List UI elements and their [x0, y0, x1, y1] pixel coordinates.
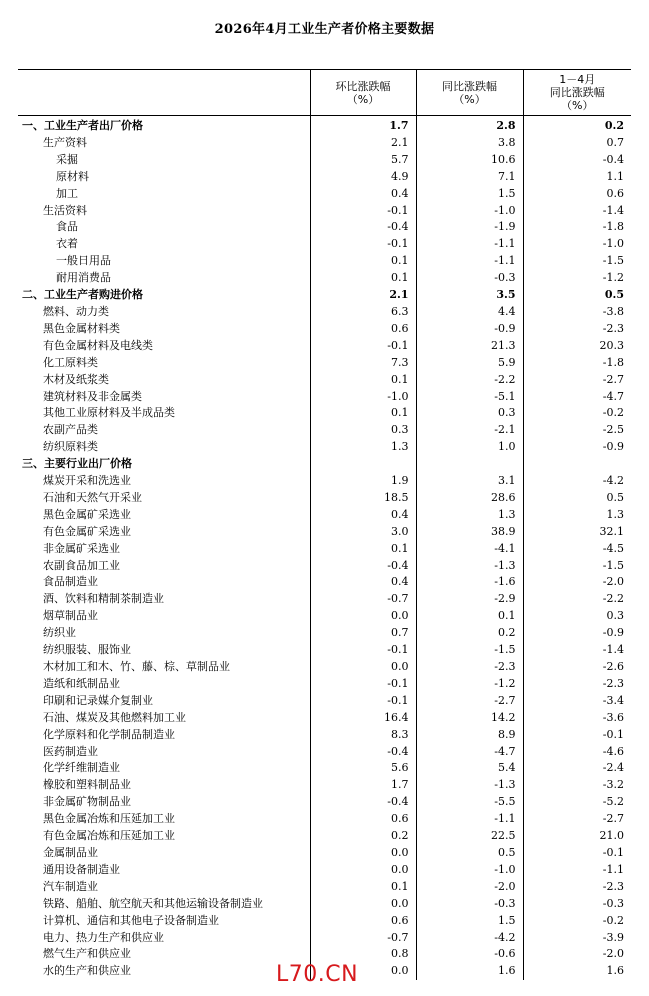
- ytd-value: -4.6: [523, 744, 631, 761]
- ytd-value: -5.2: [523, 794, 631, 811]
- mom-value: 0.1: [310, 879, 416, 896]
- row-label: 衣着: [56, 237, 78, 251]
- row-label: 煤炭开采和洗选业: [43, 474, 131, 488]
- ytd-value: -1.4: [523, 642, 631, 659]
- row-label: 采掘: [56, 152, 78, 166]
- mom-value: 0.0: [310, 862, 416, 879]
- ytd-value: -2.3: [523, 676, 631, 693]
- ytd-value: -3.8: [523, 304, 631, 321]
- table-row: [18, 913, 631, 930]
- table-row: [18, 828, 631, 845]
- mom-value: 0.7: [310, 625, 416, 642]
- yoy-value: 7.1: [416, 169, 523, 186]
- table-row: [18, 169, 631, 186]
- yoy-value: -1.3: [416, 558, 523, 575]
- table-row: [18, 186, 631, 203]
- row-label: 电力、热力生产和供应业: [43, 930, 164, 944]
- ytd-value: 1.3: [523, 507, 631, 524]
- ytd-value: -0.1: [523, 845, 631, 862]
- mom-value: 5.7: [310, 152, 416, 169]
- row-label: 食品: [56, 220, 78, 234]
- row-label: 木材及纸浆类: [43, 372, 109, 386]
- yoy-value: -1.0: [416, 862, 523, 879]
- mom-value: 0.4: [310, 507, 416, 524]
- row-label: 纺织原料类: [43, 440, 98, 454]
- row-label: 其他工业原材料及半成品类: [43, 406, 175, 420]
- row-label: 木材加工和木、竹、藤、棕、草制品业: [43, 660, 230, 673]
- table-row: [18, 659, 631, 676]
- table-row: [18, 642, 631, 659]
- row-label: 非金属矿物制品业: [43, 795, 131, 809]
- yoy-value: 2.8: [416, 116, 523, 135]
- header-yoy-col: [416, 70, 523, 116]
- yoy-value: -4.2: [416, 930, 523, 947]
- ytd-value: -0.2: [523, 913, 631, 930]
- mom-value: 0.6: [310, 811, 416, 828]
- table-row: [18, 135, 631, 152]
- row-label: 水的生产和供应业: [43, 964, 131, 978]
- table-row: [18, 946, 631, 963]
- yoy-value: 5.9: [416, 355, 523, 372]
- ytd-value: 0.7: [523, 135, 631, 152]
- mom-value: 18.5: [310, 490, 416, 507]
- row-label: 纺织业: [43, 626, 76, 640]
- ytd-value: 0.2: [523, 116, 631, 135]
- ytd-value: -1.1: [523, 862, 631, 879]
- row-label: 印刷和记录媒介复制业: [43, 693, 153, 707]
- mom-value: -0.1: [310, 338, 416, 355]
- row-label: 食品制造业: [43, 575, 98, 589]
- ytd-value: -0.2: [523, 405, 631, 422]
- yoy-value: 0.3: [416, 405, 523, 422]
- table-row: [18, 116, 631, 135]
- yoy-value: -2.7: [416, 693, 523, 710]
- ytd-value: -4.2: [523, 473, 631, 490]
- table-row: [18, 845, 631, 862]
- row-label: 建筑材料及非金属类: [43, 389, 142, 403]
- ytd-value: 20.3: [523, 338, 631, 355]
- table-row: [18, 321, 631, 338]
- row-label: 酒、饮料和精制茶制造业: [43, 592, 164, 606]
- yoy-value: -0.6: [416, 946, 523, 963]
- row-label: 一、工业生产者出厂价格: [22, 119, 143, 132]
- row-label: 计算机、通信和其他电子设备制造业: [43, 913, 219, 927]
- ytd-value: [523, 456, 631, 473]
- yoy-value: 5.4: [416, 760, 523, 777]
- table-row: [18, 456, 631, 473]
- header-ytd-col: [523, 70, 631, 116]
- row-label: 黑色金属矿采选业: [43, 507, 131, 521]
- table-row: [18, 625, 631, 642]
- row-label: 一般日用品: [56, 254, 111, 268]
- table-row: [18, 744, 631, 761]
- row-label: 生活资料: [43, 203, 87, 217]
- row-label: 造纸和纸制品业: [43, 676, 120, 690]
- mom-value: 1.7: [310, 116, 416, 135]
- ytd-value: -1.8: [523, 355, 631, 372]
- row-label: 有色金属材料及电线类: [43, 338, 153, 352]
- table-row: [18, 558, 631, 575]
- ytd-value: -2.4: [523, 760, 631, 777]
- header-yoy-unit: （%）: [453, 92, 486, 106]
- ytd-value: -1.5: [523, 558, 631, 575]
- row-label: 化学纤维制造业: [43, 761, 120, 775]
- row-label: 黑色金属冶炼和压延加工业: [43, 812, 175, 826]
- yoy-value: 1.5: [416, 913, 523, 930]
- ytd-value: -2.7: [523, 372, 631, 389]
- table-row: [18, 693, 631, 710]
- mom-value: 0.1: [310, 253, 416, 270]
- table-row: [18, 760, 631, 777]
- mom-value: -0.7: [310, 591, 416, 608]
- table-row: [18, 676, 631, 693]
- table-row: [18, 490, 631, 507]
- mom-value: [310, 456, 416, 473]
- table-row: [18, 287, 631, 304]
- table-row: [18, 862, 631, 879]
- yoy-value: 4.4: [416, 304, 523, 321]
- yoy-value: -2.3: [416, 659, 523, 676]
- ytd-value: -2.0: [523, 946, 631, 963]
- row-label: 石油、煤炭及其他燃料加工业: [43, 710, 186, 724]
- mom-value: 1.7: [310, 777, 416, 794]
- table-row: [18, 372, 631, 389]
- yoy-value: -2.2: [416, 372, 523, 389]
- table-row: [18, 710, 631, 727]
- row-label: 金属制品业: [43, 845, 98, 859]
- header-mom-text: 环比涨跌幅: [335, 79, 391, 93]
- table-row: [18, 473, 631, 490]
- ytd-value: -3.2: [523, 777, 631, 794]
- mom-value: 0.4: [310, 186, 416, 203]
- mom-value: 0.0: [310, 845, 416, 862]
- ytd-value: -1.4: [523, 203, 631, 220]
- table-row: [18, 304, 631, 321]
- ytd-value: 0.5: [523, 287, 631, 304]
- yoy-value: -2.9: [416, 591, 523, 608]
- yoy-value: -0.3: [416, 896, 523, 913]
- mom-value: -0.7: [310, 930, 416, 947]
- yoy-value: -2.0: [416, 879, 523, 896]
- table-row: [18, 355, 631, 372]
- ytd-value: -2.7: [523, 811, 631, 828]
- table-row: [18, 389, 631, 406]
- table-row: [18, 930, 631, 947]
- mom-value: 0.3: [310, 422, 416, 439]
- table-row: [18, 270, 631, 287]
- ytd-value: -2.2: [523, 591, 631, 608]
- yoy-value: -1.9: [416, 219, 523, 236]
- ytd-value: 0.3: [523, 608, 631, 625]
- mom-value: 4.9: [310, 169, 416, 186]
- ytd-value: -2.5: [523, 422, 631, 439]
- ytd-value: -0.1: [523, 727, 631, 744]
- ytd-value: -1.5: [523, 253, 631, 270]
- row-label: 原材料: [56, 169, 89, 183]
- yoy-value: -5.5: [416, 794, 523, 811]
- yoy-value: -0.3: [416, 270, 523, 287]
- yoy-value: -1.1: [416, 236, 523, 253]
- table-row: [18, 541, 631, 558]
- table-row: [18, 152, 631, 169]
- table-row: [18, 439, 631, 456]
- yoy-value: 0.5: [416, 845, 523, 862]
- row-label: 铁路、船舶、航空航天和其他运输设备制造业: [43, 896, 263, 910]
- table-row: [18, 405, 631, 422]
- table-row: [18, 507, 631, 524]
- yoy-value: -1.2: [416, 676, 523, 693]
- header-mom-col: [310, 70, 416, 116]
- yoy-value: 21.3: [416, 338, 523, 355]
- row-label: 非金属矿采选业: [43, 541, 120, 555]
- table-row: [18, 608, 631, 625]
- yoy-value: 14.2: [416, 710, 523, 727]
- mom-value: 3.0: [310, 524, 416, 541]
- row-label: 生产资料: [43, 135, 87, 149]
- table-row: [18, 219, 631, 236]
- yoy-value: [416, 456, 523, 473]
- ytd-value: 0.6: [523, 186, 631, 203]
- mom-value: -0.1: [310, 676, 416, 693]
- ytd-value: -0.4: [523, 152, 631, 169]
- row-label: 医药制造业: [43, 744, 98, 758]
- ytd-value: 1.6: [523, 963, 631, 980]
- ytd-value: -0.3: [523, 896, 631, 913]
- mom-value: 2.1: [310, 135, 416, 152]
- ytd-value: -1.0: [523, 236, 631, 253]
- mom-value: 7.3: [310, 355, 416, 372]
- mom-value: 0.1: [310, 541, 416, 558]
- mom-value: -0.1: [310, 236, 416, 253]
- yoy-value: -1.0: [416, 203, 523, 220]
- ytd-value: -4.5: [523, 541, 631, 558]
- ytd-value: 0.5: [523, 490, 631, 507]
- mom-value: 2.1: [310, 287, 416, 304]
- row-label: 农副产品类: [43, 423, 98, 437]
- table-row: [18, 879, 631, 896]
- yoy-value: -1.6: [416, 574, 523, 591]
- ytd-value: -3.9: [523, 930, 631, 947]
- mom-value: 6.3: [310, 304, 416, 321]
- row-label: 有色金属冶炼和压延加工业: [43, 829, 175, 843]
- ytd-value: -2.0: [523, 574, 631, 591]
- header-ytd-period: 1－4月: [559, 73, 596, 86]
- ytd-value: -3.6: [523, 710, 631, 727]
- ytd-value: 21.0: [523, 828, 631, 845]
- header-yoy-text: 同比涨跌幅: [442, 79, 497, 93]
- mom-value: 0.0: [310, 608, 416, 625]
- row-label: 加工: [56, 186, 78, 200]
- table-row: [18, 591, 631, 608]
- header-label-col: [18, 70, 310, 116]
- ytd-value: -3.4: [523, 693, 631, 710]
- yoy-value: 38.9: [416, 524, 523, 541]
- yoy-value: 1.3: [416, 507, 523, 524]
- table-row: [18, 896, 631, 913]
- yoy-value: 1.6: [416, 963, 523, 980]
- row-label: 化工原料类: [43, 355, 98, 369]
- page-title: 2026年4月工业生产者价格主要数据: [214, 22, 435, 37]
- table-row: [18, 811, 631, 828]
- table-row: [18, 727, 631, 744]
- yoy-value: -1.1: [416, 253, 523, 270]
- mom-value: 8.3: [310, 727, 416, 744]
- row-label: 纺织服装、服饰业: [43, 643, 131, 657]
- ytd-value: -0.9: [523, 625, 631, 642]
- yoy-value: 1.5: [416, 186, 523, 203]
- row-label: 通用设备制造业: [43, 862, 120, 876]
- mom-value: -0.4: [310, 219, 416, 236]
- row-label: 黑色金属材料类: [43, 321, 120, 335]
- ytd-value: -1.2: [523, 270, 631, 287]
- yoy-value: -5.1: [416, 389, 523, 406]
- yoy-value: 3.5: [416, 287, 523, 304]
- mom-value: -0.4: [310, 558, 416, 575]
- mom-value: -0.1: [310, 693, 416, 710]
- mom-value: 16.4: [310, 710, 416, 727]
- mom-value: 0.0: [310, 963, 416, 980]
- row-label: 化学原料和化学制品制造业: [43, 727, 175, 741]
- mom-value: -0.4: [310, 744, 416, 761]
- ytd-value: -2.3: [523, 879, 631, 896]
- row-label: 橡胶和塑料制品业: [43, 778, 131, 792]
- row-label: 燃气生产和供应业: [43, 947, 131, 961]
- watermark-logo: L70.CN: [276, 962, 359, 987]
- table-body: [18, 116, 631, 981]
- table-row: [18, 777, 631, 794]
- mom-value: 0.0: [310, 659, 416, 676]
- row-label: 二、工业生产者购进价格: [22, 288, 143, 302]
- yoy-value: 28.6: [416, 490, 523, 507]
- yoy-value: -1.5: [416, 642, 523, 659]
- mom-value: 0.6: [310, 913, 416, 930]
- row-label: 石油和天然气开采业: [43, 490, 142, 504]
- header-ytd-text: 同比涨跌幅: [549, 86, 605, 99]
- yoy-value: 0.1: [416, 608, 523, 625]
- ytd-value: 1.1: [523, 169, 631, 186]
- ytd-value: -0.9: [523, 439, 631, 456]
- yoy-value: -4.1: [416, 541, 523, 558]
- ytd-value: 32.1: [523, 524, 631, 541]
- table-row: [18, 203, 631, 220]
- mom-value: 0.6: [310, 321, 416, 338]
- table-row: [18, 236, 631, 253]
- mom-value: 0.1: [310, 405, 416, 422]
- yoy-value: 8.9: [416, 727, 523, 744]
- yoy-value: -2.1: [416, 422, 523, 439]
- mom-value: 5.6: [310, 760, 416, 777]
- table-header-row: [18, 70, 631, 116]
- yoy-value: 1.0: [416, 439, 523, 456]
- mom-value: 0.1: [310, 372, 416, 389]
- ytd-value: -2.3: [523, 321, 631, 338]
- ytd-value: -4.7: [523, 389, 631, 406]
- row-label: 农副食品加工业: [43, 558, 120, 572]
- yoy-value: 3.8: [416, 135, 523, 152]
- header-mom-unit: （%）: [346, 92, 380, 106]
- ytd-value: -1.8: [523, 219, 631, 236]
- table-row: [18, 422, 631, 439]
- row-label: 有色金属矿采选业: [43, 524, 131, 538]
- table-row: [18, 524, 631, 541]
- mom-value: 1.9: [310, 473, 416, 490]
- row-label: 汽车制造业: [43, 879, 98, 893]
- table-row: [18, 253, 631, 270]
- mom-value: -0.1: [310, 642, 416, 659]
- row-label: 三、主要行业出厂价格: [22, 457, 132, 471]
- table-row: [18, 338, 631, 355]
- price-data-table: [18, 69, 631, 980]
- yoy-value: -4.7: [416, 744, 523, 761]
- header-ytd-unit: （%）: [561, 99, 594, 112]
- yoy-value: 22.5: [416, 828, 523, 845]
- mom-value: 0.2: [310, 828, 416, 845]
- mom-value: 1.3: [310, 439, 416, 456]
- yoy-value: -1.3: [416, 777, 523, 794]
- mom-value: 0.4: [310, 574, 416, 591]
- mom-value: -1.0: [310, 389, 416, 406]
- table-row: [18, 574, 631, 591]
- mom-value: 0.1: [310, 270, 416, 287]
- row-label: 耐用消费品: [56, 271, 111, 285]
- mom-value: -0.4: [310, 794, 416, 811]
- table-row: [18, 794, 631, 811]
- yoy-value: 0.2: [416, 625, 523, 642]
- row-label: 燃料、动力类: [43, 304, 109, 318]
- row-label: 烟草制品业: [43, 609, 98, 623]
- yoy-value: 10.6: [416, 152, 523, 169]
- mom-value: 0.0: [310, 896, 416, 913]
- yoy-value: -1.1: [416, 811, 523, 828]
- yoy-value: -0.9: [416, 321, 523, 338]
- ytd-value: -2.6: [523, 659, 631, 676]
- mom-value: 0.8: [310, 946, 416, 963]
- yoy-value: 3.1: [416, 473, 523, 490]
- mom-value: -0.1: [310, 203, 416, 220]
